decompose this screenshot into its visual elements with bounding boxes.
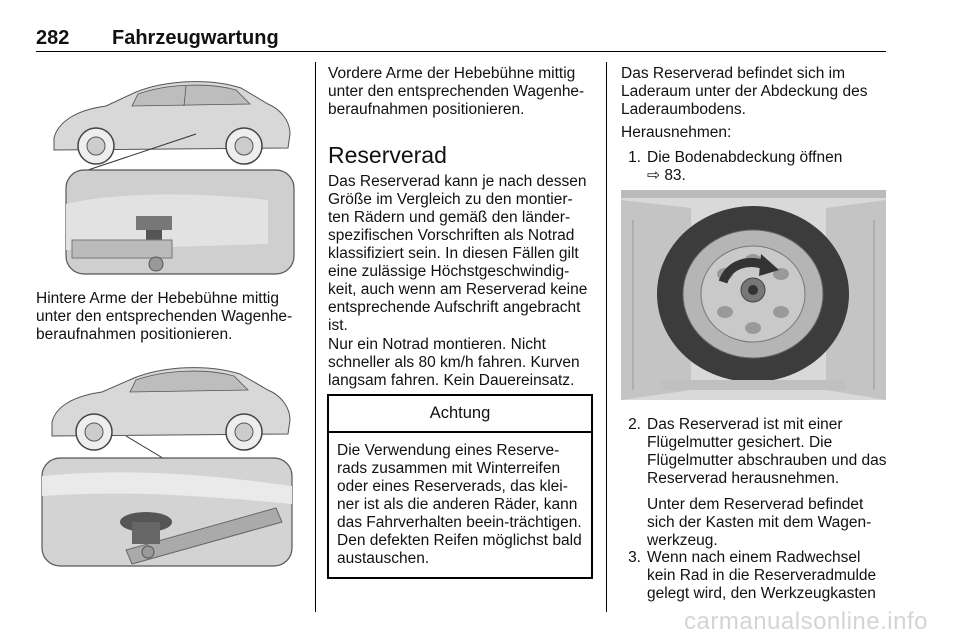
rear-arms-caption: Hintere Arme der Hebebühne mittig unter den entsprechenden Wagenhe-beraufnahmen positionieren. — [36, 290, 293, 343]
step-2 — [621, 416, 887, 550]
remove-label: Herausnehmen: — [621, 124, 732, 141]
step-text: Wenn nach einem Radwechsel kein Rad in die Reserveradmulde gelegt wird, den Werkzeugkasten — [647, 549, 877, 602]
step-1 — [621, 149, 887, 185]
spare-wheel-location-text: Das Reserverad befindet sich im Laderaum unter der Abdeckung des Laderaumbodens. — [621, 65, 868, 118]
section-heading-reserverad: Reserverad — [328, 142, 447, 168]
header-rule — [36, 51, 886, 52]
page-number: 282 — [36, 27, 70, 49]
page-reference-arrow-icon: ⇨ — [647, 167, 660, 184]
front-arms-instruction: Vordere Arme der Hebebühne mittig unter den entsprechenden Wagenhe-beraufnahmen positionieren. — [328, 65, 585, 118]
step-3 — [621, 549, 887, 603]
step-number: 2. — [628, 416, 641, 433]
column-divider-2 — [606, 62, 607, 612]
watermark: carmanualsonline.info — [684, 608, 928, 635]
step-text: Das Reserverad ist mit einer Flügelmutter gesichert. Die Flügelmutter abschrauben und das Reserverad herausnehmen. — [647, 416, 887, 487]
spare-wheel-paragraph: Das Reserverad kann je nach dessen Größe im Vergleich zu den montier-ten Rädern und gemäß den länder-spezifischen Vorschriften als Notrad klassifiziert sein. In diesen Fällen gilt eine zulässige Höchstgeschwindig-keit, auch wenn am Reserverad keine entsprechende Aufschrift angebracht ist. — [328, 173, 588, 334]
emergency-wheel-paragraph: Nur ein Notrad montieren. Nicht schneller als 80 km/h fahren. Kurven langsam fahren. Kein Dauereinsatz. — [328, 336, 580, 389]
warning-box — [327, 394, 593, 579]
page-title: Fahrzeugwartung — [112, 27, 279, 49]
rear-lift-arms-illustration — [36, 356, 298, 568]
step-2-note: Unter dem Reserverad befindet sich der Kasten mit dem Wagen-werkzeug. — [647, 496, 872, 549]
page-reference-link[interactable]: 83. — [664, 167, 686, 184]
column-divider-1 — [315, 62, 316, 612]
front-lift-arms-illustration — [36, 64, 298, 276]
warning-title: Achtung — [329, 396, 591, 433]
step-number: 3. — [628, 549, 641, 566]
warning-text: Die Verwendung eines Reserve-rads zusammen mit Winterreifen oder eines Reserverads, das klei-ner ist als die anderen Räder, kann das Fahrverhalten beein-trächtigen. Den defekten Reifen möglichst bald austauschen. — [337, 442, 582, 567]
step-text: Die Bodenabdeckung öffnen — [647, 149, 843, 166]
spare-wheel-well-illustration — [621, 190, 886, 400]
step-number: 1. — [628, 149, 641, 166]
